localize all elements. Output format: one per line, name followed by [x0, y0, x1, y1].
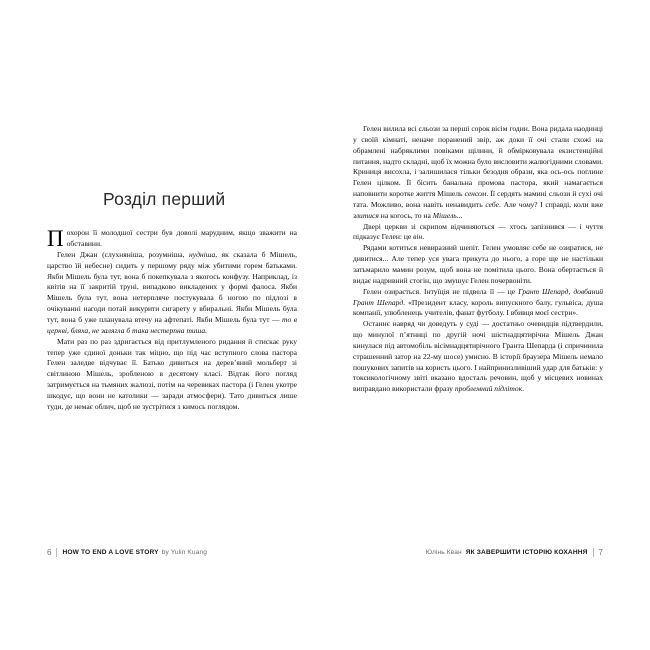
page-number: 6	[47, 548, 52, 557]
left-page-body	[47, 209, 297, 412]
page-number: 7	[598, 548, 603, 557]
right-page	[325, 0, 650, 650]
right-page-footer	[426, 548, 603, 557]
paragraph-text: Мати раз по раз здригається від притлумленого ридання й стискає руку тепер уже єдиної доньки так міцно, що під час вступного слова пастора Гелен заледве відчуває її. Батько дивиться на дерев’яний мольберт зі світлиною Мішель, зробленою в десятому класі. Відтак його погляд затримується на тьмяних жалюзі, потім на черевиках пастора (і Гелен укотре шкодує, що вони не католики — заради атмосфери). Тато дивиться лише туди, де немає облич, щоб не зустрітися з кимось поглядом.	[47, 336, 297, 411]
paragraph-text: Рядами котиться невиразний шепіт. Гелен умовляє себе не озиратися, не дивитися... Але тепер уся увага прикута до нього, а горе ще не настільки затьмарило мамин розум, щоб вона не помітила цього. Вона обертається й видає надривний стогін, що змушує Гелен почервоніти.	[353, 243, 603, 285]
chapter-title: Розділ перший	[103, 189, 226, 209]
drop-cap: П	[47, 226, 64, 252]
running-head-author: by Yulin Kuang	[161, 549, 207, 556]
paragraph-text: Останнє навряд чи доведуть у суді — достатньо очевидців підтвердили, що минулої п’ятниці по другій ночі шістнадцятирічна Мішель Джан кинулася під автомобіль вісімнадцятирічного Гранта Шепарда (і спричинила страшенний затор на 22-му шосе) умисно. В історії браузера Мішель немало пошукових запитів на користь цього. І найпринизливіший удар для батьків: у токсикологічному звіті вказано вдосталь речовин, щоб у місцевих новинах виправдано використали фразу проблемний підліток.	[353, 319, 603, 394]
paragraph-text: охорон її молодшої сестри був доволі марудним, якщо зважити на обставини.	[66, 228, 297, 249]
running-head-author: Юлінь Кван	[425, 549, 462, 556]
paragraph-with-dropcap	[47, 228, 297, 250]
footer-divider	[593, 548, 594, 557]
paragraph-text: Гелен вилила всі сльози за перші сорок вісім годин. Вона ридала наодинці у своїй кімнаті, неначе поранений звір, аж доки її очі стали схожі на обрамлені набряклими повіками щілини, й обмірковувала екзистенційні питання, надто складні, щоб їх можна було висловити жалюгідними словами. Криниця висохла, і залишилася тільки безодня образи, яка ось-ось поглине Гелен цілком. Її бісить банальна промова пастора, який намагається наповнити коротке життя Мішель сенсом. Її сердять мамині сльози й сухі очі тата. Можливо, вона навіть ненавидить себе. Але чому? І справді, коли вже злитися на когось, то на Мішель...	[353, 124, 604, 220]
footer-divider	[56, 548, 57, 557]
paragraph-text: Двері церкви зі скрипом відчиняються — хтось запізнився — і чуття підказує Гелен: це він.	[353, 221, 603, 242]
running-head-title: ЯК ЗАВЕРШИТИ ІСТОРІЮ КОХАННЯ	[465, 549, 588, 556]
running-head-title: HOW TO END A LOVE STORY	[62, 549, 159, 556]
paragraph-text: Гелен озирається. Інтуїція не підвела її — це Грант Шепард, довбаний Грант Шепард. «Президент класу, король випускного балу, гульвіса, душа компанії, улюбленець учителів, фанат футболу. І вбивця моєї сестри».	[353, 286, 603, 318]
left-page-footer	[47, 548, 207, 557]
right-page-body	[353, 0, 603, 395]
paragraph-text: Гелен Джан (слухняніша, розумніша, нудніша, як сказала б Мішель, царство їй небесне) сидить у першому ряду між убитими горем батьками. Якби Мішель була тут, вона б покепкувала з якогось конфузу. Наприклад, із квітів на її закритій труні, випадково викладених у формі фалоса. Якби Мішель була тут, вона нетерпляче постукувала б ногою по підлозі в очікуванні нагоди потай викурити сигарету у вбиральні. Якби Мішель була тут, вона б уже планувала втечу на афтепаті. Якби Мішель була тут — то в церкві, бляха, не залягла б така нестерпна тиша.	[47, 249, 297, 335]
